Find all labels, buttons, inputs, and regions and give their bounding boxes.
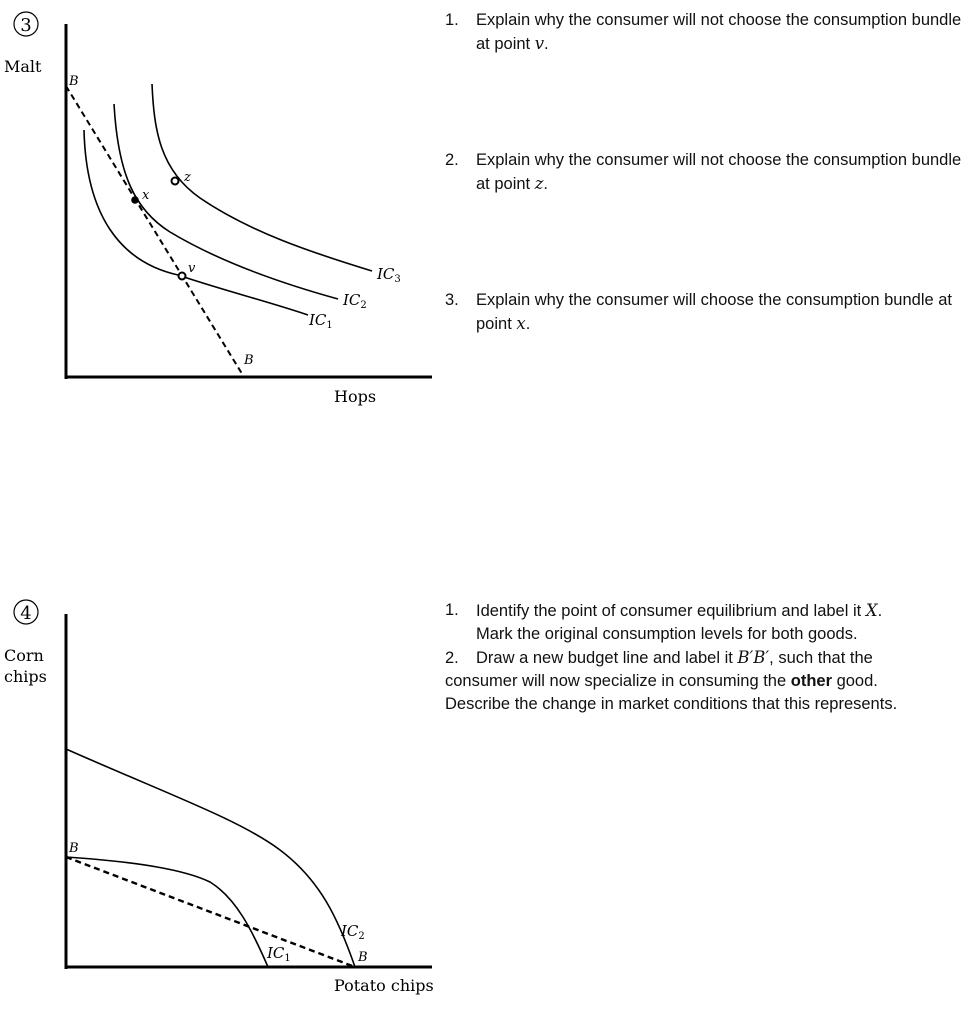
problem-3-diagram — [4, 12, 432, 406]
point-x-marker — [131, 196, 139, 204]
curve-label-ic1: $IC_1$ — [267, 944, 291, 964]
question-item — [445, 149, 965, 196]
question-text: Explain why the consumer will not choose the consumption bundle at point — [476, 151, 962, 193]
x-axis-label: Hops — [334, 387, 377, 406]
budget-label-bottom: B — [358, 950, 368, 965]
question-text-line2: consumer will now specialize in consuming the — [445, 672, 791, 690]
question-text: Explain why the consumer will not choose the consumption bundle at point — [476, 11, 962, 53]
question-emphasis: other — [790, 672, 832, 690]
question-variable: z — [534, 174, 544, 193]
question-item — [445, 289, 965, 336]
problem-4-diagram — [4, 600, 434, 995]
indifference-curve-ic1 — [66, 857, 268, 967]
problem-number: 4 — [20, 603, 32, 624]
question-text: Identify the point of consumer equilibrium and label it — [476, 602, 866, 620]
question-item — [445, 646, 965, 716]
y-axis-label-line1: Corn — [4, 646, 44, 665]
question-number: 3. — [445, 291, 459, 309]
question-end: . — [877, 602, 883, 620]
question-variable: X — [865, 601, 878, 620]
question-end: . — [544, 35, 549, 53]
question-end: . — [543, 175, 549, 193]
budget-line — [66, 857, 355, 967]
question-item — [445, 599, 965, 646]
question-end: . — [525, 315, 531, 333]
question-text: Draw a new budget line and label it — [476, 649, 738, 667]
curve-label-ic1: $IC_1$ — [309, 311, 333, 331]
question-text-line2: Mark the original consumption levels for both goods. — [476, 625, 858, 643]
curve-label-ic3: $IC_3$ — [377, 265, 401, 285]
problem-number: 3 — [20, 15, 32, 36]
x-axis-label: Potato chips — [334, 976, 434, 995]
point-z-marker — [172, 178, 179, 185]
question-variable: v — [534, 34, 545, 53]
budget-line — [66, 86, 244, 377]
question-number: 2. — [445, 151, 459, 169]
budget-label-bottom: B — [244, 353, 254, 368]
y-axis-label: Malt — [4, 57, 42, 76]
question-number: 1. — [445, 11, 459, 29]
question-text-line3: Describe the change in market conditions that this represents. — [445, 695, 898, 713]
question-text: Explain why the consumer will choose the consumption bundle at point — [476, 291, 953, 333]
budget-label-top: B — [69, 841, 79, 856]
question-number: 1. — [445, 601, 459, 619]
point-x-label: x — [142, 188, 150, 203]
indifference-curve-ic2 — [66, 749, 355, 967]
question-number: 2. — [445, 649, 459, 667]
problem-3-questions — [445, 9, 965, 336]
y-axis-label-line2: chips — [4, 667, 47, 686]
curve-label-ic2: $IC_2$ — [341, 922, 365, 942]
question-text-cont: , such that the — [769, 649, 873, 667]
budget-label-top: B — [69, 74, 79, 89]
question-variable: x — [516, 314, 526, 333]
curve-label-ic2: $IC_2$ — [343, 291, 367, 311]
point-v-marker — [179, 273, 186, 280]
point-z-label: z — [184, 170, 191, 185]
indifference-curve-ic1 — [84, 130, 308, 315]
question-text-line2-end: good. — [832, 672, 878, 690]
problem-4-questions — [445, 599, 965, 716]
point-v-label: v — [188, 261, 196, 276]
question-item — [445, 9, 965, 56]
question-variable: B′B′ — [737, 648, 770, 667]
